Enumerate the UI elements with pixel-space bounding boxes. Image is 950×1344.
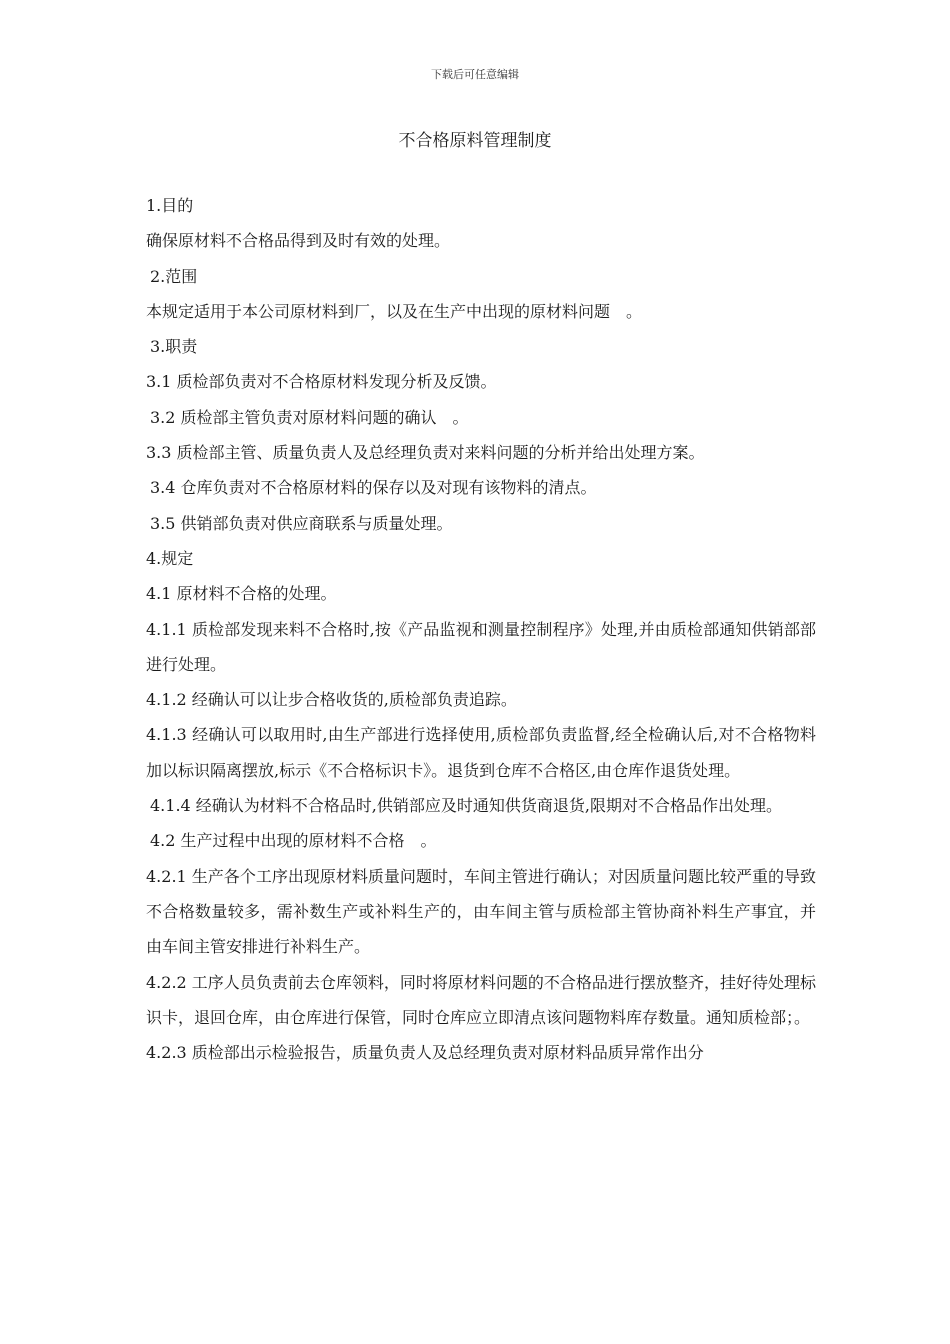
- paragraph: 3.2 质检部主管负责对原材料问题的确认 。: [150, 407, 469, 427]
- paragraph: 3.1 质检部负责对不合格原材料发现分析及反馈。: [146, 372, 497, 392]
- section-heading: 4.规定: [146, 548, 194, 568]
- paragraph: 4.2.1 生产各个工序出现原材料质量问题时，车间主管进行确认；对因质量问题比较严重的导致不合格数量较多，需补数生产或补料生产的，由车间主管与质检部主管协商补料生产事宜，并由车间主管安排进行补料生产。: [146, 866, 816, 957]
- section-heading: 1.目的: [146, 196, 194, 215]
- paragraph: 4.1.3 经确认可以取用时,由生产部进行选择使用,质检部负责监督,经全检确认后,对不合格物料加以标识隔离摆放,标示《不合格标识卡》。退货到仓库不合格区,由仓库作退货处理。: [146, 725, 816, 780]
- paragraph: 确保原材料不合格品得到及时有效的处理。: [146, 231, 451, 251]
- document-title: 不合格原料管理制度: [398, 131, 552, 151]
- document-body: [146, 188, 816, 1070]
- paragraph: 3.4 仓库负责对不合格原材料的保存以及对现有该物料的清点。: [150, 478, 597, 498]
- paragraph: 4.2.2 工序人员负责前去仓库领料，同时将原材料问题的不合格品进行摆放整齐，挂好待处理标识卡，退回仓库，由仓库进行保管，同时仓库应立即清点该问题物料库存数量。通知质检部；。: [146, 972, 816, 1027]
- paragraph: 3.3 质检部主管、质量负责人及总经理负责对来料问题的分析并给出处理方案。: [146, 443, 705, 463]
- paragraph: 4.2.3 质检部出示检验报告，质量负责人及总经理负责对原材料品质异常作出分: [146, 1043, 704, 1063]
- paragraph: 4.1 原材料不合格的处理。: [146, 584, 337, 604]
- section-heading: 2.范围: [150, 266, 198, 286]
- paragraph: 4.1.2 经确认可以让步合格收货的,质检部负责追踪。: [146, 690, 517, 710]
- paragraph: 4.1.4 经确认为材料不合格品时,供销部应及时通知供货商退货,限期对不合格品作出处理。: [150, 796, 782, 816]
- paragraph: 4.2 生产过程中出现的原材料不合格 。: [150, 831, 437, 851]
- paragraph: 本规定适用于本公司原材料到厂，以及在生产中出现的原材料问题 。: [146, 301, 643, 321]
- section-heading: 3.职责: [150, 337, 198, 357]
- paragraph: 4.1.1 质检部发现来料不合格时,按《产品监视和测量控制程序》处理,并由质检部通知供销部部进行处理。: [146, 619, 816, 674]
- page-header: 下载后可任意编辑: [431, 68, 519, 81]
- paragraph: 3.5 供销部负责对供应商联系与质量处理。: [150, 513, 453, 533]
